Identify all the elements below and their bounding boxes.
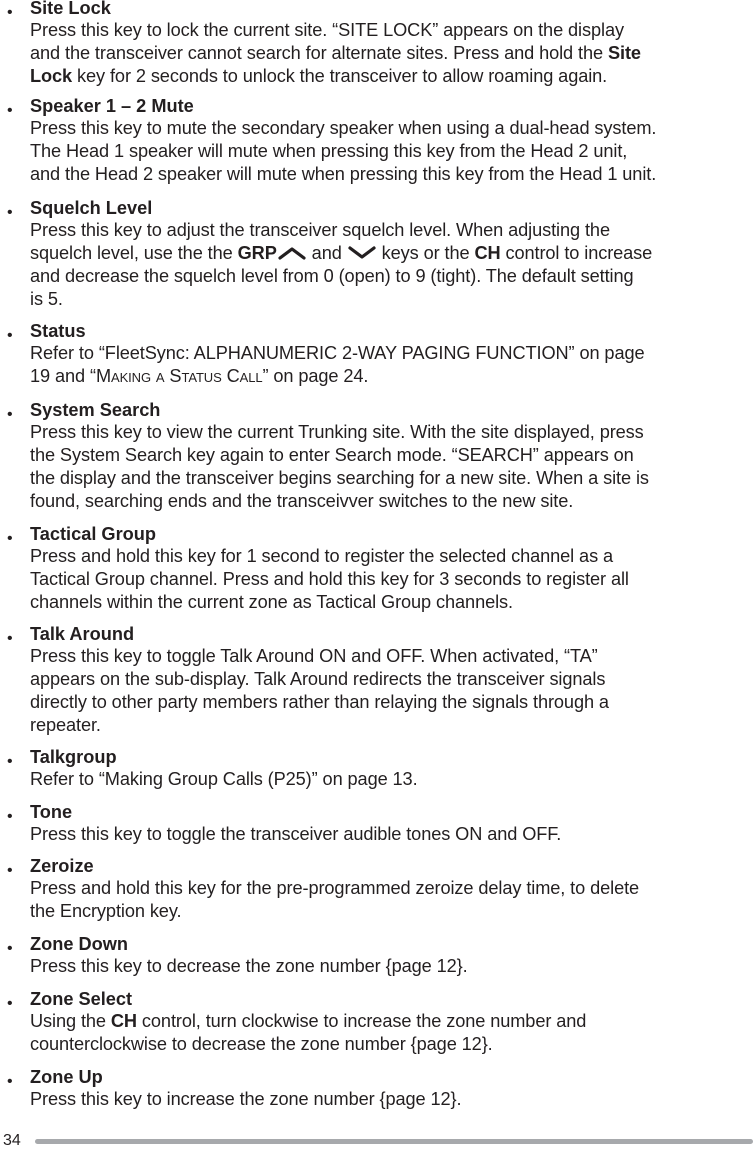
page-number: 34 [3,1132,21,1149]
text-line: Press this key to lock the current site. “SITE LOCK” appears on the display [30,20,624,40]
item-title: Talk Around [30,624,135,644]
item-title: Zone Down [30,934,128,954]
list-item-talkgroup [0,749,753,791]
text-line: Using the CH control, turn clockwise to increase the zone number and [30,1011,587,1031]
bullet: • [7,940,13,957]
item-description [30,645,753,737]
item-title: System Search [30,400,161,420]
item-description [30,219,753,311]
bullet: • [7,808,13,825]
text-line: Press and hold this key for the pre-programmed zeroize delay time, to delete [30,878,640,898]
bullet: • [7,102,13,119]
key-name: CH [474,243,501,263]
text-line: appears on the sub-display. Talk Around redirects the transceiver signals [30,669,606,689]
text-line: Refer to “FleetSync: ALPHANUMERIC 2-WAY PAGING FUNCTION” on page [30,343,645,363]
text-line: Refer to “Making Group Calls (P25)” on page 13. [30,769,418,789]
list-item-tone [0,804,753,846]
text-line: Tactical Group channel. Press and hold this key for 3 seconds to register all [30,569,629,589]
text-line: The Head 1 speaker will mute when pressing this key from the Head 2 unit, [30,141,628,161]
item-title: Zone Select [30,989,133,1009]
item-description [30,955,753,978]
item-description [30,823,753,846]
item-description [30,342,753,388]
item-title: Status [30,321,86,341]
item-title: Squelch Level [30,198,153,218]
text-line: the System Search key again to enter Search mode. “SEARCH” appears on [30,445,634,465]
list-item-speaker-mute [0,98,753,186]
key-name: GRP [237,243,277,263]
key-name: Site [607,43,641,63]
bullet: • [7,204,13,221]
list-item-zone-down [0,936,753,978]
item-description [30,1010,753,1056]
text-line: found, searching ends and the transceivver switches to the new site. [30,491,574,511]
text-line: directly to other party members rather than relaying the signals through a [30,692,609,712]
list-item-talk-around [0,626,753,737]
item-title: Tone [30,802,73,822]
text-line: Press this key to mute the secondary speaker when using a dual-head system. [30,118,657,138]
item-title: Tactical Group [30,524,156,544]
text-line: the display and the transceiver begins searching for a new site. When a site is [30,468,649,488]
bullet: • [7,530,13,547]
text-line: Press this key to view the current Trunking site. With the site displayed, press [30,422,644,442]
bullet: • [7,630,13,647]
item-description [30,19,753,88]
item-title: Speaker 1 – 2 Mute [30,96,194,116]
item-title: Site Lock [30,0,111,18]
text-line: repeater. [30,715,101,735]
text-line: counterclockwise to decrease the zone number {page 12}. [30,1034,493,1054]
text-line: and the transceiver cannot search for alternate sites. Press and hold the Site [30,43,641,63]
bullet: • [7,1073,13,1090]
item-description [30,117,753,186]
page-footer [0,1130,753,1151]
text-line: channels within the current zone as Tactical Group channels. [30,592,513,612]
key-name: CH [110,1011,137,1031]
item-description [30,768,753,791]
text-line: the Encryption key. [30,901,182,921]
text-line: and decrease the squelch level from 0 (open) to 9 (tight). The default setting [30,266,634,286]
list-item-zone-up [0,1069,753,1111]
bullet: • [7,753,13,770]
item-description [30,1088,753,1111]
list-item-squelch-level [0,200,753,311]
text-line: Press this key to decrease the zone number {page 12}. [30,956,468,976]
text-line: squelch level, use the the GRP and keys or the CH control to increase [30,243,653,263]
list-item-site-lock [0,0,753,88]
item-title: Talkgroup [30,747,117,767]
text-line: Press and hold this key for 1 second to register the selected channel as a [30,546,614,566]
section-reference: Making a Status Call [95,366,263,386]
item-title: Zeroize [30,856,94,876]
text-line: Press this key to adjust the transceiver squelch level. When adjusting the [30,220,610,240]
text-line: is 5. [30,289,63,309]
item-description [30,877,753,923]
bullet: • [7,995,13,1012]
footer-rule [35,1139,753,1144]
text-line: Press this key to toggle the transceiver audible tones ON and OFF. [30,824,562,844]
text-line: 19 and “Making a Status Call” on page 24. [30,366,369,386]
bullet: • [7,406,13,423]
list-item-zone-select [0,991,753,1056]
chevron-up-icon [277,246,307,260]
list-item-status [0,323,753,388]
list-item-tactical-group [0,526,753,614]
list-item-system-search [0,402,753,513]
item-title: Zone Up [30,1067,103,1087]
list-item-zeroize [0,858,753,923]
bullet: • [7,327,13,344]
text-line: Lock key for 2 seconds to unlock the transceiver to allow roaming again. [30,66,608,86]
text-line: Press this key to toggle Talk Around ON and OFF. When activated, “TA” [30,646,598,666]
bullet: • [7,4,13,21]
item-description [30,421,753,513]
text-line: Press this key to increase the zone number {page 12}. [30,1089,462,1109]
key-name: Lock [30,66,73,86]
bullet: • [7,862,13,879]
text-line: and the Head 2 speaker will mute when pressing this key from the Head 1 unit. [30,164,657,184]
chevron-down-icon [347,246,377,260]
item-description [30,545,753,614]
